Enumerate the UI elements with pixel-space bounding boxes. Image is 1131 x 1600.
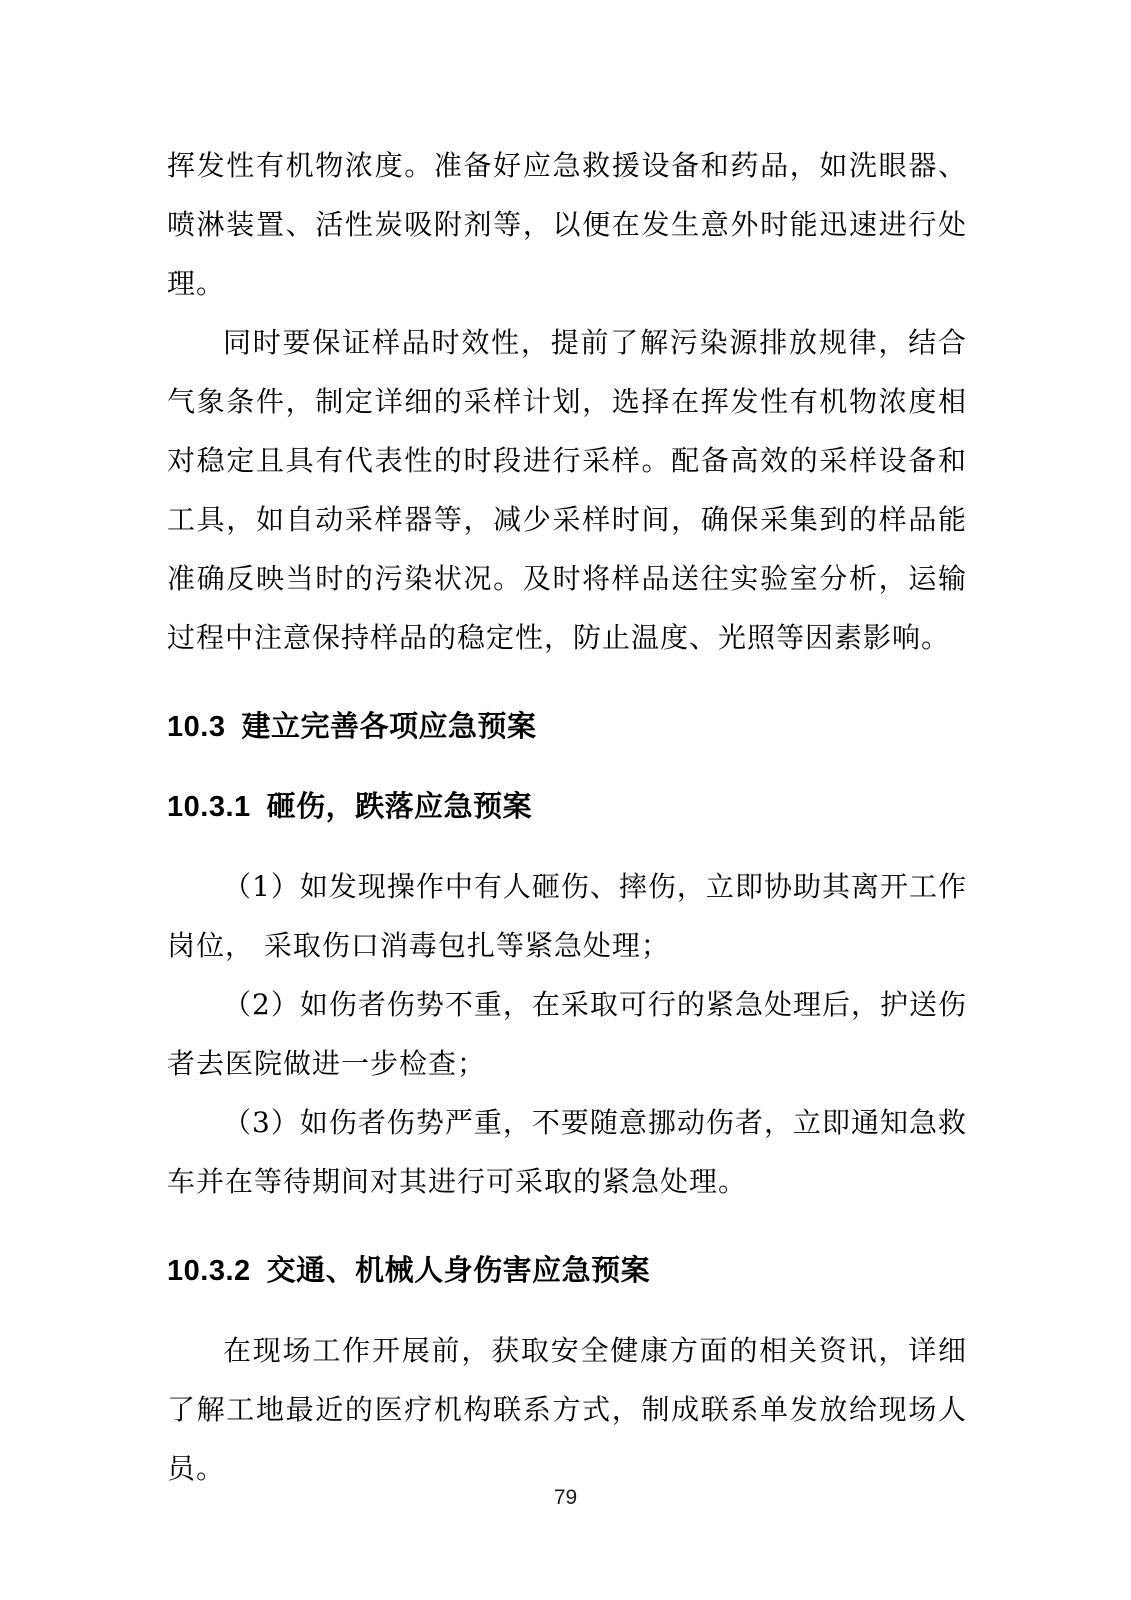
paragraph-sampling-plan: 同时要保证样品时效性，提前了解污染源排放规律，结合气象条件，制定详细的采样计划，选择在挥发性有机物浓度相对稳定且具有代表性的时段进行采样。配备高效的采样设备和工具，如自动采样器等，减少采样时间，确保采集到的样品能准确反映当时的污染状况。及时将样品送往实验室分析，运输过程中注意保持样品的稳定性，防止温度、光照等因素影响。 — [167, 326, 967, 654]
heading-10-3-1-number: 10.3.1 — [167, 791, 251, 823]
paragraph-item-2: （2）如伤者伤势不重，在采取可行的紧急处理后，护送伤者去医院做进一步检查； — [167, 988, 967, 1080]
page-footer — [0, 1486, 1131, 1510]
paragraph-item-3: （3）如伤者伤势严重，不要随意挪动伤者，立即通知急救车并在等待期间对其进行可采取的紧急处理。 — [167, 1106, 967, 1198]
heading-10-3-number: 10.3 — [167, 711, 226, 743]
heading-10-3 — [167, 707, 967, 747]
document-content — [167, 136, 967, 1498]
page-number: 79 — [553, 1486, 578, 1509]
heading-10-3-2-title: 交通、机械人身伤害应急预案 — [266, 1255, 651, 1287]
heading-10-3-2-number: 10.3.2 — [167, 1255, 251, 1287]
paragraph-traffic-machinery: 在现场工作开展前，获取安全健康方面的相关资讯，详细了解工地最近的医疗机构联系方式，制成联系单发放给现场人员。 — [167, 1334, 967, 1485]
heading-10-3-title: 建立完善各项应急预案 — [241, 711, 537, 743]
heading-10-3-1 — [167, 787, 967, 827]
paragraph-item-1: （1）如发现操作中有人砸伤、摔伤，立即协助其离开工作岗位， 采取伤口消毒包扎等紧急处理； — [167, 870, 967, 962]
heading-10-3-1-title: 砸伤，跌落应急预案 — [266, 791, 533, 823]
paragraph-voc-continuation: 挥发性有机物浓度。准备好应急救援设备和药品，如洗眼器、喷淋装置、活性炭吸附剂等，以便在发生意外时能迅速进行处理。 — [167, 149, 967, 300]
heading-10-3-2 — [167, 1251, 967, 1291]
